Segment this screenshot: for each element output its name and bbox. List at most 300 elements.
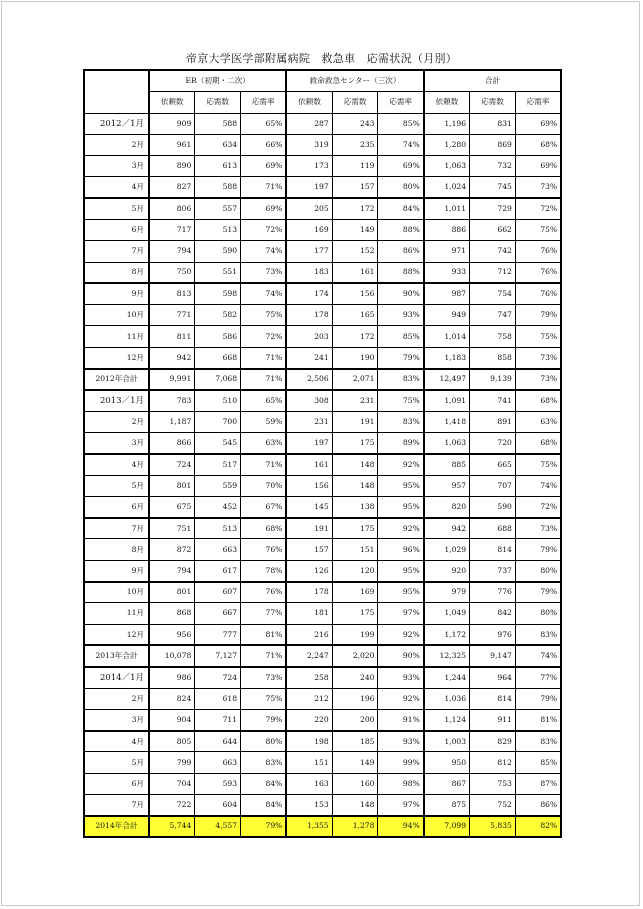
cell-accepted: 161 [332,262,378,283]
cell-accepted: 586 [195,326,241,347]
cell-requests: 220 [286,709,332,730]
cell-accepted: 149 [332,219,378,240]
cell-accepted: 747 [470,305,516,326]
row-label: 2014年合計 [84,816,149,837]
row-label: 2012年合計 [84,369,149,390]
cell-accepted: 196 [332,688,378,709]
cell-rate: 76% [515,262,561,283]
cell-rate: 66% [241,134,287,155]
cell-requests: 750 [149,262,195,283]
row-label: 7月 [84,518,149,539]
cell-requests: 178 [286,305,332,326]
cell-accepted: 551 [195,262,241,283]
cell-accepted: 891 [470,411,516,432]
table-row [84,177,561,198]
cell-rate: 90% [378,645,424,666]
cell-accepted: 2,071 [332,369,378,390]
cell-requests: 987 [424,283,470,304]
cell-rate: 81% [515,709,561,730]
response-status-table [83,69,562,838]
cell-requests: 1,011 [424,198,470,219]
table-row [84,454,561,475]
cell-requests: 169 [286,219,332,240]
cell-requests: 813 [149,283,195,304]
cell-requests: 722 [149,795,195,816]
cell-accepted: 598 [195,283,241,304]
cell-rate: 71% [241,177,287,198]
cell-rate: 75% [515,219,561,240]
cell-rate: 83% [378,411,424,432]
subheader-accepted: 応需数 [332,91,378,113]
cell-rate: 73% [515,347,561,368]
cell-requests: 178 [286,582,332,603]
cell-accepted: 711 [195,709,241,730]
cell-accepted: 190 [332,347,378,368]
cell-accepted: 1,278 [332,816,378,837]
cell-rate: 95% [378,475,424,496]
cell-accepted: 663 [195,539,241,560]
cell-rate: 72% [515,496,561,517]
cell-requests: 2,506 [286,369,332,390]
cell-rate: 72% [515,198,561,219]
cell-rate: 75% [241,688,287,709]
table-row [84,390,561,411]
cell-accepted: 559 [195,475,241,496]
cell-rate: 73% [241,262,287,283]
cell-rate: 96% [378,539,424,560]
cell-accepted: 588 [195,177,241,198]
cell-accepted: 720 [470,432,516,453]
cell-requests: 151 [286,752,332,773]
cell-accepted: 235 [332,134,378,155]
cell-accepted: 911 [470,709,516,730]
cell-accepted: 831 [470,113,516,134]
cell-requests: 191 [286,518,332,539]
cell-rate: 77% [515,667,561,688]
cell-requests: 197 [286,177,332,198]
cell-requests: 198 [286,731,332,752]
row-label: 2月 [84,134,149,155]
cell-requests: 820 [424,496,470,517]
cell-rate: 90% [378,283,424,304]
cell-accepted: 724 [195,667,241,688]
cell-rate: 76% [515,283,561,304]
cell-accepted: 7,068 [195,369,241,390]
table-row [84,241,561,262]
cell-rate: 69% [515,113,561,134]
cell-accepted: 634 [195,134,241,155]
cell-rate: 63% [515,411,561,432]
cell-accepted: 4,557 [195,816,241,837]
row-label: 9月 [84,560,149,581]
cell-requests: 1,183 [424,347,470,368]
row-label: 2013年合計 [84,645,149,666]
cell-accepted: 152 [332,241,378,262]
page-title: 帝京大学医学部附属病院 救急車 応需状況（月別） [185,52,458,65]
cell-rate: 80% [241,731,287,752]
cell-accepted: 557 [195,198,241,219]
cell-requests: 1,196 [424,113,470,134]
cell-rate: 92% [378,688,424,709]
cell-requests: 805 [149,731,195,752]
table-row [84,773,561,794]
cell-requests: 771 [149,305,195,326]
cell-rate: 80% [515,560,561,581]
cell-rate: 83% [515,624,561,645]
cell-rate: 74% [515,645,561,666]
cell-rate: 83% [378,369,424,390]
row-label: 8月 [84,262,149,283]
cell-requests: 156 [286,475,332,496]
cell-accepted: 604 [195,795,241,816]
row-label: 7月 [84,795,149,816]
cell-requests: 12,497 [424,369,470,390]
table-row [84,667,561,688]
cell-rate: 76% [241,539,287,560]
cell-accepted: 729 [470,198,516,219]
row-label: 9月 [84,283,149,304]
cell-accepted: 148 [332,795,378,816]
cell-requests: 1,029 [424,539,470,560]
cell-requests: 1,172 [424,624,470,645]
cell-accepted: 9,139 [470,369,516,390]
cell-rate: 73% [241,667,287,688]
row-label: 2月 [84,411,149,432]
cell-requests: 1,244 [424,667,470,688]
cell-rate: 81% [241,624,287,645]
cell-requests: 1,003 [424,731,470,752]
table-row [84,219,561,240]
table-row [84,688,561,709]
cell-requests: 783 [149,390,195,411]
cell-requests: 904 [149,709,195,730]
cell-rate: 74% [241,283,287,304]
cell-requests: 1,063 [424,156,470,177]
cell-rate: 69% [241,156,287,177]
cell-requests: 751 [149,518,195,539]
cell-requests: 10,078 [149,645,195,666]
cell-rate: 99% [378,752,424,773]
cell-rate: 71% [241,369,287,390]
cell-accepted: 752 [470,795,516,816]
cell-requests: 950 [424,752,470,773]
cell-requests: 675 [149,496,195,517]
cell-rate: 93% [378,305,424,326]
cell-rate: 79% [378,347,424,368]
cell-rate: 68% [515,432,561,453]
cell-requests: 203 [286,326,332,347]
table-row [84,816,561,837]
table-row [84,560,561,581]
cell-requests: 197 [286,432,332,453]
row-label: 11月 [84,326,149,347]
cell-accepted: 644 [195,731,241,752]
table-row [84,539,561,560]
cell-accepted: 513 [195,518,241,539]
cell-requests: 9,991 [149,369,195,390]
cell-accepted: 593 [195,773,241,794]
cell-accepted: 165 [332,305,378,326]
table-row [84,134,561,155]
cell-rate: 79% [515,688,561,709]
row-label: 11月 [84,603,149,624]
cell-accepted: 700 [195,411,241,432]
cell-accepted: 869 [470,134,516,155]
cell-requests: 1,049 [424,603,470,624]
cell-accepted: 545 [195,432,241,453]
cell-requests: 258 [286,667,332,688]
cell-rate: 91% [378,709,424,730]
cell-rate: 65% [241,390,287,411]
cell-rate: 72% [241,326,287,347]
cell-rate: 79% [241,709,287,730]
cell-accepted: 976 [470,624,516,645]
cell-accepted: 588 [195,113,241,134]
subheader-requests: 依頼数 [286,91,332,113]
cell-requests: 920 [424,560,470,581]
cell-accepted: 175 [332,518,378,539]
row-label: 6月 [84,773,149,794]
cell-accepted: 858 [470,347,516,368]
cell-requests: 145 [286,496,332,517]
row-label: 5月 [84,475,149,496]
cell-requests: 173 [286,156,332,177]
cell-accepted: 120 [332,560,378,581]
cell-rate: 76% [515,241,561,262]
cell-accepted: 156 [332,283,378,304]
group-header-critical-care: 救命救急センター（三次） [286,70,423,91]
cell-requests: 933 [424,262,470,283]
row-label: 10月 [84,582,149,603]
cell-requests: 153 [286,795,332,816]
cell-accepted: 191 [332,411,378,432]
cell-rate: 88% [378,219,424,240]
cell-accepted: 5,835 [470,816,516,837]
cell-rate: 95% [378,582,424,603]
cell-rate: 94% [378,816,424,837]
cell-accepted: 742 [470,241,516,262]
row-label: 12月 [84,624,149,645]
cell-requests: 5,744 [149,816,195,837]
cell-accepted: 814 [470,539,516,560]
cell-requests: 163 [286,773,332,794]
cell-requests: 12,325 [424,645,470,666]
cell-requests: 868 [149,603,195,624]
cell-requests: 216 [286,624,332,645]
row-label: 8月 [84,539,149,560]
cell-accepted: 737 [470,560,516,581]
cell-requests: 308 [286,390,332,411]
cell-requests: 1,280 [424,134,470,155]
cell-accepted: 231 [332,390,378,411]
cell-rate: 79% [515,582,561,603]
cell-requests: 1,063 [424,432,470,453]
cell-accepted: 688 [470,518,516,539]
table-row [84,198,561,219]
cell-rate: 79% [515,539,561,560]
cell-requests: 174 [286,283,332,304]
cell-rate: 92% [378,454,424,475]
cell-accepted: 157 [332,177,378,198]
cell-requests: 867 [424,773,470,794]
cell-requests: 1,014 [424,326,470,347]
cell-rate: 59% [241,411,287,432]
cell-requests: 7,099 [424,816,470,837]
subheader-accepted: 応需数 [470,91,516,113]
row-label: 4月 [84,731,149,752]
cell-requests: 801 [149,475,195,496]
cell-accepted: 151 [332,539,378,560]
cell-requests: 1,418 [424,411,470,432]
cell-accepted: 829 [470,731,516,752]
cell-accepted: 590 [470,496,516,517]
cell-rate: 74% [515,475,561,496]
cell-rate: 97% [378,603,424,624]
table-row [84,305,561,326]
cell-rate: 75% [515,454,561,475]
cell-requests: 1,036 [424,688,470,709]
cell-requests: 801 [149,582,195,603]
cell-rate: 80% [515,603,561,624]
cell-accepted: 2,020 [332,645,378,666]
cell-rate: 71% [241,347,287,368]
subheader-accepted: 応需数 [195,91,241,113]
cell-rate: 84% [378,198,424,219]
table-row [84,496,561,517]
cell-requests: 961 [149,134,195,155]
cell-requests: 181 [286,603,332,624]
cell-rate: 93% [378,667,424,688]
cell-accepted: 607 [195,582,241,603]
cell-accepted: 175 [332,603,378,624]
cell-requests: 885 [424,454,470,475]
subheader-rate: 応需率 [515,91,561,113]
cell-requests: 717 [149,219,195,240]
cell-accepted: 842 [470,603,516,624]
table-row [84,432,561,453]
cell-accepted: 665 [470,454,516,475]
subheader-requests: 依頼数 [424,91,470,113]
cell-rate: 69% [241,198,287,219]
cell-requests: 949 [424,305,470,326]
cell-accepted: 663 [195,752,241,773]
table-row [84,795,561,816]
row-label: 5月 [84,752,149,773]
table-row [84,645,561,666]
cell-rate: 97% [378,795,424,816]
cell-requests: 212 [286,688,332,709]
table-row [84,624,561,645]
cell-accepted: 148 [332,454,378,475]
cell-rate: 83% [515,731,561,752]
cell-accepted: 707 [470,475,516,496]
cell-requests: 161 [286,454,332,475]
cell-rate: 92% [378,518,424,539]
cell-accepted: 185 [332,731,378,752]
table-row [84,518,561,539]
cell-requests: 205 [286,198,332,219]
cell-rate: 75% [241,305,287,326]
row-label: 10月 [84,305,149,326]
cell-rate: 77% [241,603,287,624]
cell-rate: 86% [378,241,424,262]
subheader-rate: 応需率 [378,91,424,113]
cell-accepted: 169 [332,582,378,603]
cell-accepted: 777 [195,624,241,645]
row-label: 6月 [84,496,149,517]
table-row [84,326,561,347]
cell-accepted: 582 [195,305,241,326]
cell-requests: 319 [286,134,332,155]
cell-requests: 231 [286,411,332,432]
cell-accepted: 138 [332,496,378,517]
row-label: 7月 [84,241,149,262]
cell-accepted: 732 [470,156,516,177]
cell-requests: 704 [149,773,195,794]
subheader-requests: 依頼数 [149,91,195,113]
cell-requests: 183 [286,262,332,283]
cell-rate: 79% [515,305,561,326]
table-row [84,603,561,624]
cell-accepted: 513 [195,219,241,240]
cell-accepted: 199 [332,624,378,645]
cell-requests: 957 [424,475,470,496]
cell-accepted: 745 [470,177,516,198]
table-row [84,369,561,390]
cell-requests: 794 [149,241,195,262]
cell-rate: 69% [515,156,561,177]
cell-accepted: 753 [470,773,516,794]
cell-rate: 75% [515,326,561,347]
cell-accepted: 175 [332,432,378,453]
cell-requests: 971 [424,241,470,262]
cell-rate: 92% [378,624,424,645]
row-label: 3月 [84,432,149,453]
cell-accepted: 148 [332,475,378,496]
cell-rate: 79% [241,816,287,837]
cell-requests: 177 [286,241,332,262]
table-row [84,347,561,368]
cell-requests: 872 [149,539,195,560]
cell-rate: 89% [378,432,424,453]
cell-requests: 811 [149,326,195,347]
cell-rate: 73% [515,518,561,539]
cell-requests: 866 [149,432,195,453]
cell-accepted: 7,127 [195,645,241,666]
cell-accepted: 160 [332,773,378,794]
table-row [84,731,561,752]
group-header-er: ER（初期・二次） [149,70,286,91]
cell-requests: 1,355 [286,816,332,837]
cell-accepted: 172 [332,326,378,347]
cell-accepted: 741 [470,390,516,411]
table-row [84,752,561,773]
cell-rate: 71% [241,454,287,475]
row-label: 4月 [84,454,149,475]
row-label: 3月 [84,709,149,730]
cell-requests: 824 [149,688,195,709]
subheader-rate: 応需率 [241,91,287,113]
cell-rate: 76% [241,582,287,603]
table-row [84,156,561,177]
cell-requests: 1,124 [424,709,470,730]
cell-requests: 827 [149,177,195,198]
cell-accepted: 754 [470,283,516,304]
cell-requests: 157 [286,539,332,560]
row-label: 2013／1月 [84,390,149,411]
table-row [84,113,561,134]
cell-accepted: 9,147 [470,645,516,666]
